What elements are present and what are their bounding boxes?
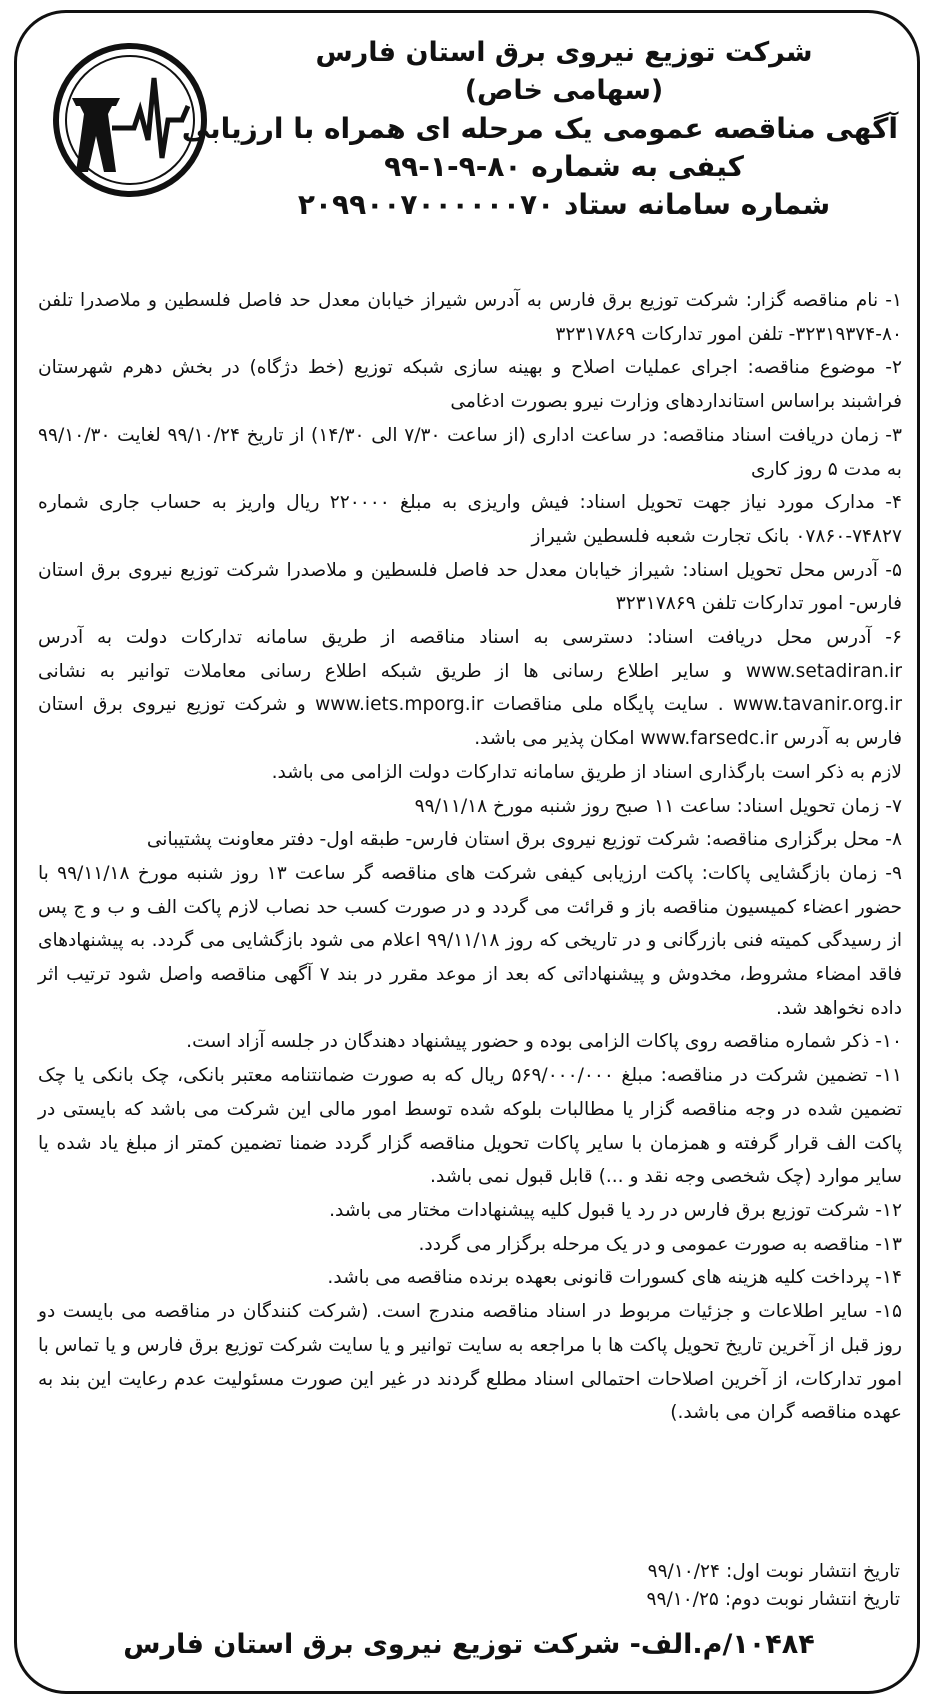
- company-name: شرکت توزیع نیروی برق استان فارس: [315, 37, 813, 68]
- tender-item-4: ۴- مدارک مورد نیاز جهت تحویل اسناد: فیش واریزی به مبلغ ۲۲۰۰۰۰ ریال واریز به حساب جاری شماره ۷۴۸۲۷-۰۷۸۶۰ بانک تجارت شعبه فلسطین شیراز: [38, 492, 903, 547]
- ad-footer: ۱۰۴۸۴/م.الف- شرکت توزیع نیروی برق استان فارس: [123, 1629, 815, 1660]
- tender-item-12: ۱۲- شرکت توزیع برق فارس در رد یا قبول کلیه پیشنهادات مختار می باشد.: [329, 1199, 902, 1221]
- setad-number: شماره سامانه ستاد ۲۰۹۹۰۰۷۰۰۰۰۰۰۷۰: [297, 188, 831, 221]
- tender-item-5: ۵- آدرس محل تحویل اسناد: شیراز خیابان معدل حد فاصل فلسطین و ملاصدرا شرکت توزیع نیروی برق استان فارس- امور تدارکات تلفن ۳۲۳۱۷۸۶۹: [38, 559, 902, 615]
- tender-item-3: ۳- زمان دریافت اسناد مناقصه: در ساعت اداری (از ساعت ۷/۳۰ الی ۱۴/۳۰) از تاریخ ۹۹/۱۰/۲۴ لغایت ۹۹/۱۰/۳۰ به مدت ۵ روز کاری: [38, 424, 902, 480]
- second-publication-date: تاریخ انتشار نوبت دوم: ۹۹/۱۰/۲۵: [646, 1589, 900, 1610]
- tender-item-7: ۷- زمان تحویل اسناد: ساعت ۱۱ صبح روز شنبه مورخ ۹۹/۱۱/۱۸: [414, 795, 902, 817]
- tender-note-setad: لازم به ذکر است بارگذاری اسناد از طریق سامانه تدارکات دولت الزامی می باشد.: [271, 761, 902, 783]
- first-publication-date: تاریخ انتشار نوبت اول: ۹۹/۱۰/۲۴: [647, 1561, 900, 1582]
- tender-title-line1: آگهی مناقصه عمومی یک مرحله ای همراه با ارزیابی: [181, 112, 898, 145]
- tender-item-11: ۱۱- تضمین شرکت در مناقصه: مبلغ ۵۶۹/۰۰۰/۰۰۰ ریال که به صورت ضمانتنامه معتبر بانکی، چک بانکی یا چک تضمین شده در وجه مناقصه گزار یا مطالبات بلوکه شده توسط امور مالی این شرکت می باشد که بایستی در پاکت الف قرار گرفته و همزمان با سایر پاکات تحویل مناقصه گزار گردد ضمنا تضمین کمتر از مبلغ یاد شده یا سایر موارد (چک شخصی وجه نقد و ...) قابل قبول نمی باشد.: [38, 1065, 902, 1188]
- tender-item-8: ۸- محل برگزاری مناقصه: شرکت توزیع نیروی برق استان فارس- طبقه اول- دفتر معاونت پشتیبانی: [146, 829, 902, 851]
- tender-item-6: ۶- آدرس محل دریافت اسناد: دسترسی به اسناد مناقصه از طریق سامانه تدارکات دولت به آدرس www.setadiran.ir و سایر اطلاع رسانی ها از طریق شبکه اطلاع رسانی معاملات توانیر به نشانی www.tavanir.org.ir . سایت پایگاه ملی مناقصات www.iets.mporg.ir و شرکت توزیع نیروی برق استان فارس به آدرس www.farsedc.ir امکان پذیر می باشد.: [38, 627, 902, 750]
- tender-item-9: ۹- زمان بازگشایی پاکات: پاکت ارزیابی کیفی شرکت های مناقصه گر ساعت ۱۳ روز شنبه مورخ ۹۹/۱۱/۱۸ با حضور اعضاء کمیسیون مناقصه باز و قرائت می گردد و در صورت کسب حد نصاب لازم پاکت الف و ب و ج پس از رسیدگی کمیته فنی بازرگانی و در تاریخی که روز ۹۹/۱۱/۱۸ اعلام می شود بازگشایی می گردد. به پیشنهادهای فاقد امضاء مشروط، مخدوش و پیشنهاداتی که بعد از موعد مقرر در بند ۷ آگهی مناقصه واصل شود ترتیب اثر داده نخواهد شد.: [38, 862, 903, 1019]
- tender-item-15: ۱۵- سایر اطلاعات و جزئیات مربوط در اسناد مناقصه مندرج است. (شرکت کنندگان در مناقصه می بایست دو روز قبل از آخرین تاریخ تحویل پاکت ها با مراجعه به سایت توانیر و یا سایت شرکت توزیع برق فارس و یا تماس با امور تدارکات، از آخرین اصلاحات احتمالی اسناد مطلع گردند در غیر این صورت مسئولیت عدم رعایت این بند به عهده مناقصه گران می باشد.): [38, 1301, 902, 1424]
- tender-item-1: ۱- نام مناقصه گزار: شرکت توزیع برق فارس به آدرس شیراز خیابان معدل حد فاصل فلسطین و ملاصدرا تلفن ۸۰-۳۲۳۱۹۳۷۴- تلفن امور تدارکات ۳۲۳۱۷۸۶۹: [38, 290, 902, 345]
- company-type: (سهامی خاص): [464, 75, 664, 106]
- tender-items: [38, 284, 902, 1430]
- publication-dates: [646, 1558, 900, 1614]
- tender-item-13: ۱۳- مناقصه به صورت عمومی و در یک مرحله برگزار می گردد.: [418, 1233, 902, 1255]
- tender-item-2: ۲- موضوع مناقصه: اجرای عملیات اصلاح و بهینه سازی شبکه توزیع (خط دژگاه) در بخش دهرم شهرستان فراشبند براساس استانداردهای وزارت نیرو بصورت ادغامی: [38, 357, 902, 413]
- tender-title-line2: کیفی به شماره ۸۰-۹-۱-۹۹: [384, 150, 744, 183]
- tender-item-14: ۱۴- پرداخت کلیه هزینه های کسورات قانونی بعهده برنده مناقصه می باشد.: [327, 1267, 902, 1289]
- tender-item-10: ۱۰- ذکر شماره مناقصه روی پاکات الزامی بوده و حضور پیشنهاد دهندگان در جلسه آزاد است.: [186, 1031, 902, 1053]
- ad-header: [181, 34, 898, 224]
